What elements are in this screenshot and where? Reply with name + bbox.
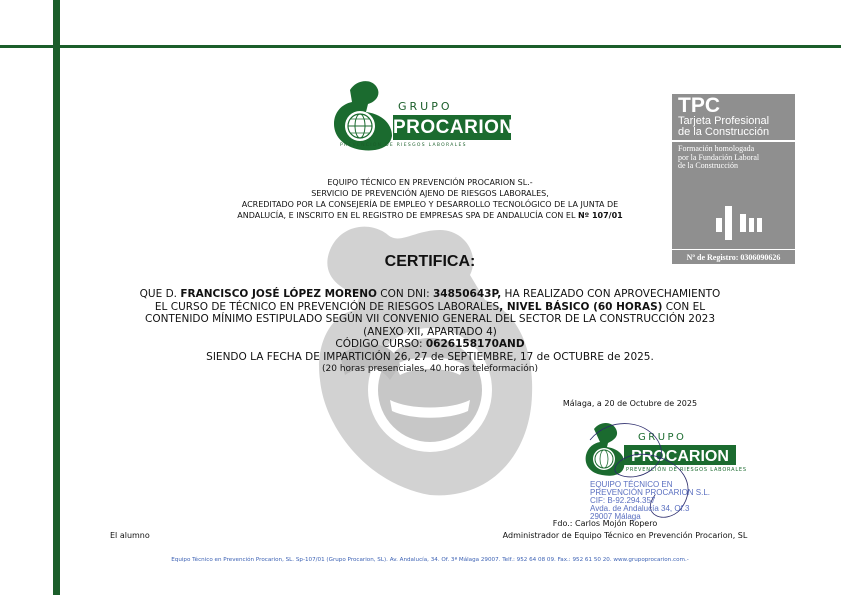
body-line1 bbox=[100, 288, 760, 301]
tpc-divider bbox=[672, 140, 795, 142]
stamp-name: PROCARION bbox=[631, 448, 729, 465]
dni-label: CON DNI: bbox=[376, 288, 433, 300]
body-que: QUE D. bbox=[139, 288, 181, 300]
intro-line3: ACREDITADO POR LA CONSEJERÍA DE EMPLEO Y DESARROLLO TECNOLÓGICO DE LA JUNTA DE bbox=[241, 200, 619, 209]
body-line1-rest: HA REALIZADO CON APROVECHAMIENTO bbox=[501, 288, 721, 300]
tpc-body-line1: Formación homologada bbox=[678, 144, 755, 153]
tpc-registry-number: Nº de Registro: 0306090626 bbox=[672, 249, 795, 265]
stamp-grupo: GRUPO bbox=[638, 432, 687, 443]
course-name: EL CURSO DE TÉCNICO EN PREVENCIÓN DE RIESGOS LABORALES bbox=[154, 300, 500, 313]
stamp-line4: Avda. de Andalucía 34, Of.3 bbox=[590, 504, 690, 513]
body-line6: SIENDO LA FECHA DE IMPARTICIÓN 26, 27 de SEPTIEMBRE, 17 de OCTUBRE de 2025. bbox=[206, 350, 654, 363]
course-level: , NIVEL BÁSICO (60 HORAS) bbox=[499, 300, 663, 313]
stamp-line2: PREVENCIÓN PROCARION S.L. bbox=[590, 488, 711, 497]
stamp-tagline: PREVENCIÓN DE RIESGOS LABORALES bbox=[626, 467, 747, 473]
certificate-body bbox=[100, 288, 760, 376]
signatory-name: Fdo.: Carlos Mojón Ropero bbox=[552, 519, 658, 528]
student-signature-label: El alumno bbox=[110, 531, 150, 540]
company-stamp bbox=[580, 415, 750, 525]
footer-contact: Equipo Técnico en Prevención Procarion, SL. Sp-107/01 (Grupo Procarion, SL). Av. Andalucía, 34. Of. 3ª Málaga 29007. Telf.: 952 64 08 09. Fax.: 952 61 50 20. www.grupoprocarion.com.- bbox=[171, 557, 689, 563]
student-dni: 34850643P, bbox=[433, 288, 502, 300]
course-code: 0626158170AND bbox=[425, 338, 525, 350]
issue-date: Málaga, a 20 de Octubre de 2025 bbox=[562, 399, 698, 408]
certifica-heading: CERTIFICA: bbox=[384, 253, 476, 270]
intro-line2: SERVICIO DE PREVENCIÓN AJENO DE RIESGOS LABORALES, bbox=[311, 189, 549, 198]
logo-grupo-text: GRUPO bbox=[398, 100, 453, 113]
tpc-bars-icon bbox=[714, 206, 764, 240]
tpc-body bbox=[678, 145, 759, 171]
body-line2-suffix: CON EL bbox=[662, 300, 706, 313]
top-border-line bbox=[0, 45, 841, 48]
tpc-subtitle-line1: Tarjeta Profesional bbox=[678, 115, 770, 127]
intro-line1: EQUIPO TÉCNICO EN PREVENCIÓN PROCARION SL.- bbox=[327, 178, 533, 187]
body-line7: (20 horas presenciales, 40 horas teleformación) bbox=[322, 364, 538, 374]
tpc-body-line3: de la Construcción bbox=[678, 161, 738, 170]
left-border-line bbox=[53, 0, 60, 595]
tpc-subtitle bbox=[678, 116, 769, 138]
stamp-line5: 29007 Málaga bbox=[590, 512, 641, 521]
tpc-subtitle-line2: de la Construcción bbox=[678, 126, 770, 138]
intro-paragraph bbox=[160, 177, 700, 221]
stamp-line3: CIF: B-92.294.357 bbox=[590, 496, 656, 505]
tpc-title: TPC bbox=[678, 94, 720, 117]
stamp-line1: EQUIPO TÉCNICO EN bbox=[590, 480, 673, 489]
body-line2 bbox=[100, 301, 760, 314]
logo-tagline: PREVENCIÓN DE RIESGOS LABORALES bbox=[340, 143, 467, 148]
course-code-label: CÓDIGO CURSO: bbox=[335, 338, 426, 350]
signatory-role: Administrador de Equipo Técnico en Prevención Procarion, SL bbox=[502, 531, 748, 540]
body-line4: (ANEXO XII, APARTADO 4) bbox=[363, 325, 497, 338]
stamp-logo-icon bbox=[586, 423, 625, 476]
intro-line4-text: ANDALUCÍA, E INSCRITO EN EL REGISTRO DE EMPRESAS SPA DE ANDALUCÍA CON EL bbox=[237, 211, 578, 220]
intro-line4 bbox=[160, 210, 700, 221]
tpc-body-line2: por la Fundación Laboral bbox=[678, 152, 760, 162]
body-line5 bbox=[100, 338, 760, 351]
logo-procarion-text: PROCARION bbox=[393, 117, 514, 138]
body-line3: CONTENIDO MÍNIMO ESTIPULADO SEGÚN VII CONVENIO GENERAL DEL SECTOR DE LA CONSTRUCCIÓN 2023 bbox=[144, 313, 715, 325]
registry-number: Nº 107/01 bbox=[577, 211, 623, 220]
student-name: FRANCISCO JOSÉ LÓPEZ MORENO bbox=[180, 288, 377, 300]
